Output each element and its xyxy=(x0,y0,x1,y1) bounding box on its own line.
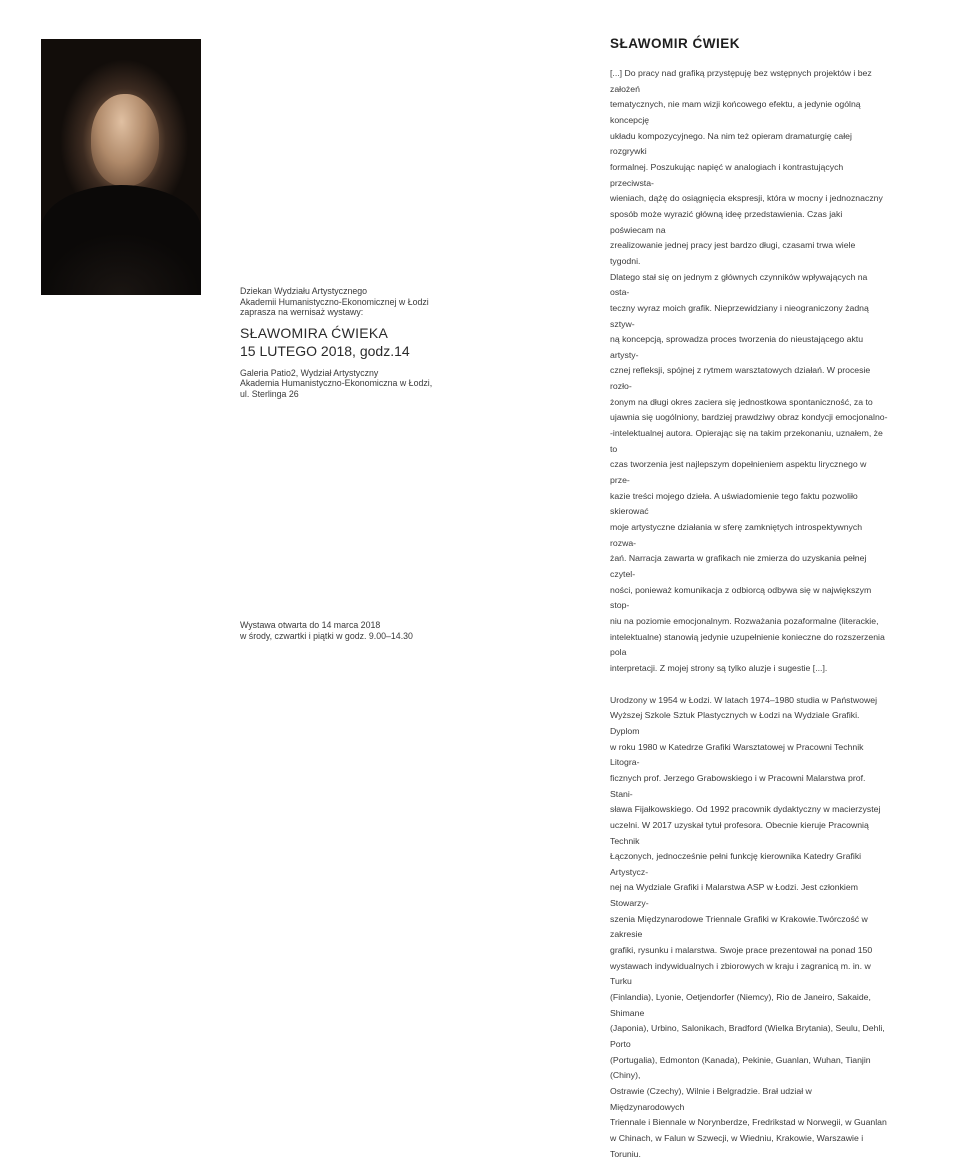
statement-line: moje artystyczne działania w sferę zamkniętych introspektywnych rozwa- xyxy=(610,522,863,548)
venue-address xyxy=(240,368,560,400)
statement-line: -intelektualnej autora. Opierając się na takim przekonaniu, uznałem, że to xyxy=(610,428,883,454)
biography-line: szenia Międzynarodowe Triennale Grafiki w Krakowie.Twórczość w zakresie xyxy=(610,913,868,940)
statement-line: niu na poziomie emocjonalnym. Rozważania pozaformalne (literackie, xyxy=(610,615,879,626)
venue-line-1: Galeria Patio2, Wydział Artystyczny xyxy=(240,367,379,378)
statement-line: sposób może wyrazić główną ideę przedstawienia. Czas jaki poświecam na xyxy=(610,208,843,235)
portrait-body xyxy=(41,185,201,295)
biography-line: (Japonia), Urbino, Salonikach, Bradford (Wielka Brytania), Seulu, Dehli, Porto xyxy=(610,1023,885,1050)
biography-line: Urodzony w 1954 w Łodzi. W latach 1974–1980 studia w Państwowej xyxy=(610,694,878,705)
portrait-face xyxy=(91,94,159,186)
statement-line: ną koncepcją, sprowadza proces tworzenia do nieustającego aktu artysty- xyxy=(610,334,864,360)
biography-line: Łączonych, jednocześnie pełni funkcję kierownika Katedry Grafiki Artystycz- xyxy=(610,851,862,877)
artist-name: SŁAWOMIRA ĆWIEKA xyxy=(240,324,389,341)
statement-line: cznej refleksji, spójnej z rytmem warsztatowych działań. W procesie rozło- xyxy=(610,365,871,392)
statement-line: czas tworzenia jest najlepszym dopełnieniem aspektu lirycznego w prze- xyxy=(610,459,867,486)
host-line-2: Akademii Humanistyczno-Ekonomicznej w Łodzi xyxy=(240,296,429,307)
bio-title: SŁAWOMIR ĆWIEK xyxy=(610,36,740,51)
artist-portrait xyxy=(41,39,201,295)
statement-line: żań. Narracja zawarta w grafikach nie zmierza do uzyskania pełnej czytel- xyxy=(610,553,867,579)
biography-line: w roku 1980 w Katedrze Grafiki Warsztatowej w Pracowni Technik Litogra- xyxy=(610,741,864,768)
statement-line: formalnej. Poszukując napięć w analogiach i kontrastujących przeciwsta- xyxy=(610,161,844,188)
opening-hours xyxy=(240,620,560,641)
invitation-block xyxy=(240,286,560,399)
statement-line: ujawnia się uogólniony, bardziej prawdziwy obraz kondycji emocjonalno- xyxy=(610,412,888,423)
statement-line: interpretacji. Z mojej strony są tylko aluzje i sugestie [...]. xyxy=(610,662,828,673)
biography-line: Ostrawie (Czechy), Wilnie i Belgradzie. Brał udział w Międzynarodowych xyxy=(610,1086,812,1112)
hours-line-2: w środy, czwartki i piątki w godz. 9.00–14.30 xyxy=(240,630,413,641)
venue-line-3: ul. Sterlinga 26 xyxy=(240,388,299,399)
statement-line: wieniach, dążę do osiągnięcia ekspresji, która w mocny i jednoznaczny xyxy=(610,193,883,204)
statement-line: kazie treści mojego dzieła. A uświadomienie tego faktu pozwoliło skierować xyxy=(610,490,858,517)
statement-line: intelektualne) stanowią jedynie uzupełnienie konieczne do rozszerzenia pola xyxy=(610,631,885,658)
biography-line: nej na Wydziale Grafiki i Malarstwa ASP w Łodzi. Jest członkiem Stowarzy- xyxy=(610,882,858,909)
biography-line: uczelni. W 2017 uzyskał tytuł profesora. Obecnie kieruje Pracownią Technik xyxy=(610,819,869,846)
biography-line: Wyższej Szkole Sztuk Plastycznych w Łodzi na Wydziale Grafiki. Dyplom xyxy=(610,710,860,736)
biography-line: ficznych prof. Jerzego Grabowskiego i w Pracowni Malarstwa prof. Stani- xyxy=(610,772,866,799)
statement-line: teczny wyraz moich grafik. Nieprzewidziany i nieograniczony żadną sztyw- xyxy=(610,302,869,329)
artist-statement xyxy=(610,66,888,677)
artist-biography xyxy=(610,693,888,1162)
statement-line: ności, ponieważ komunikacja z odbiorcą odbywa się w największym stop- xyxy=(610,584,872,611)
biography-column xyxy=(610,36,888,1162)
biography-line: grafiki, rysunku i malarstwa. Swoje prace prezentował na ponad 150 xyxy=(610,945,873,956)
host-line-3: zaprasza na wernisaż wystawy: xyxy=(240,307,364,317)
biography-line: sława Fijałkowskiego. Od 1992 pracownik dydaktyczny w macierzystej xyxy=(610,804,881,815)
statement-line: zrealizowanie jednej pracy jest bardzo długi, czasami trwa wiele tygodni. xyxy=(610,240,856,266)
opening-date: 15 LUTEGO 2018, godz.14 xyxy=(240,342,410,359)
biography-line: (Finlandia), Lyonie, Oetjendorfer (Niemcy), Rio de Janeiro, Sakaide, Shimane xyxy=(610,992,871,1018)
biography-line: Triennale i Biennale w Norynberdze, Fredrikstad w Norwegii, w Guanlan xyxy=(610,1117,887,1128)
statement-line: [...] Do pracy nad grafiką przystępuję bez wstępnych projektów i bez założeń xyxy=(610,68,872,94)
statement-line: Dlatego stał się on jednym z głównych czynników wpływających na osta- xyxy=(610,271,868,298)
hours-line-1: Wystawa otwarta do 14 marca 2018 xyxy=(240,620,381,630)
biography-line: w Chinach, w Falun w Szwecji, w Wiedniu, Krakowie, Warszawie i Toruniu. xyxy=(610,1132,864,1159)
biography-line: wystawach indywidualnych i zbiorowych w kraju i zagranicą m. in. w Turku xyxy=(610,960,871,987)
biography-line: (Portugalia), Edmonton (Kanada), Pekinie, Guanlan, Wuhan, Tianjin (Chiny), xyxy=(610,1054,871,1081)
statement-line: tematycznych, nie mam wizji końcowego efektu, a jedynie ogólną koncepcję xyxy=(610,99,861,125)
venue-line-2: Akademia Humanistyczno-Ekonomiczna w Łodzi, xyxy=(240,378,433,388)
statement-line: żonym na długi okres zaciera się jednostkowa spontaniczność, za to xyxy=(610,396,873,407)
statement-line: układu kompozycyjnego. Na nim też opieram dramaturgię całej rozgrywki xyxy=(610,130,852,157)
host-line-1: Dziekan Wydziału Artystycznego xyxy=(240,286,368,296)
